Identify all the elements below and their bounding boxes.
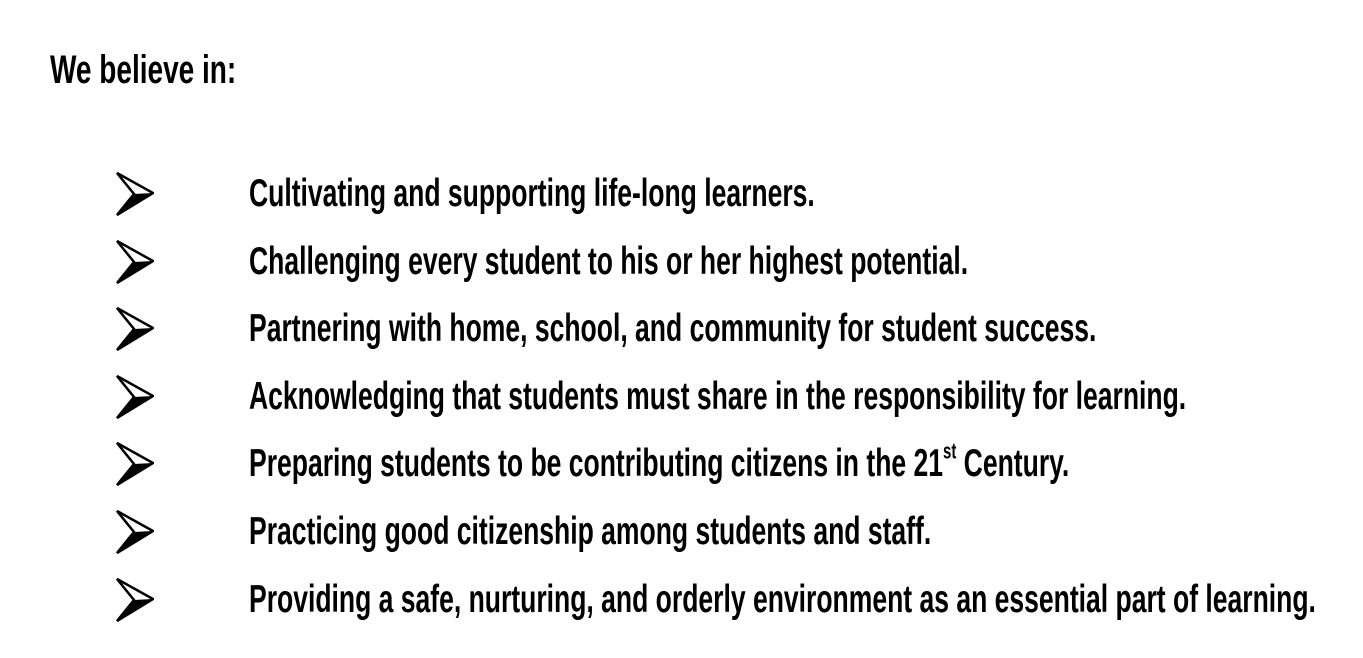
page-heading: We believe in:	[50, 48, 237, 92]
list-item	[0, 370, 1363, 438]
belief-text: Acknowledging that students must share in the responsibility for learning.	[249, 374, 1187, 418]
arrowhead-bullet-icon	[116, 442, 154, 486]
list-item	[0, 505, 1363, 573]
arrowhead-bullet-icon	[116, 578, 154, 622]
arrowhead-bullet-icon	[116, 172, 154, 216]
belief-text: Challenging every student to his or her highest potential.	[249, 239, 969, 283]
list-item	[0, 302, 1363, 370]
ordinal-superscript: st	[943, 438, 957, 464]
list-item	[0, 573, 1363, 641]
arrowhead-bullet-icon	[116, 510, 154, 554]
arrowhead-bullet-icon	[116, 240, 154, 284]
arrowhead-bullet-icon	[116, 307, 154, 351]
belief-text: Providing a safe, nurturing, and orderly environment as an essential part of learning.	[249, 577, 1316, 621]
list-item	[0, 235, 1363, 303]
belief-text-before: Preparing students to be contributing citizens in the 21	[249, 442, 944, 486]
belief-text-after: Century.	[956, 442, 1070, 486]
list-item	[0, 167, 1363, 235]
list-item	[0, 437, 1363, 505]
belief-list	[0, 167, 1363, 640]
belief-text: Partnering with home, school, and community for student success.	[249, 307, 1097, 351]
belief-text: Cultivating and supporting life-long learners.	[249, 172, 815, 215]
belief-text: Practicing good citizenship among students and staff.	[249, 509, 932, 553]
arrowhead-bullet-icon	[116, 375, 154, 419]
belief-text	[249, 440, 1069, 488]
